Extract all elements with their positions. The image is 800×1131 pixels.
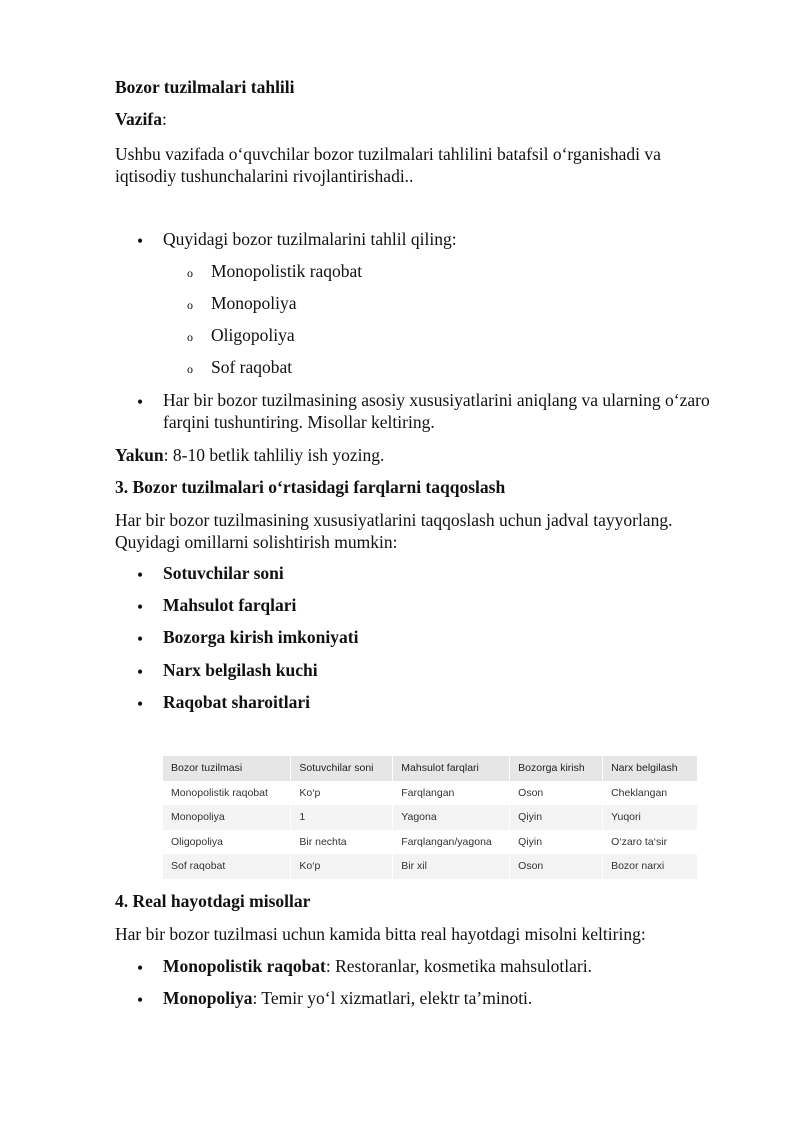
sub-item-monopolistic: Monopolistik raqobat bbox=[211, 261, 363, 281]
task-heading bbox=[115, 108, 725, 130]
bullet-identify-features: Har bir bozor tuzilmasining asosiy xususiyatlarini aniqlang va ularning o‘zaro farqini tushuntiring. Misollar keltiring. bbox=[163, 390, 710, 432]
section3-heading: 3. Bozor tuzilmalari o‘rtasidagi farqlarni taqqoslash bbox=[115, 477, 506, 497]
bullet-marker: • bbox=[137, 958, 144, 978]
table-cell: 1 bbox=[291, 805, 393, 830]
bullet-marker: • bbox=[137, 392, 144, 412]
result-label: Yakun bbox=[115, 445, 164, 465]
bullet-marker: • bbox=[137, 597, 144, 617]
task-colon: : bbox=[162, 109, 167, 129]
sub-bullet-marker: o bbox=[187, 330, 193, 344]
table-cell: Sof raqobat bbox=[163, 854, 291, 879]
factor-item: Raqobat sharoitlari bbox=[163, 692, 310, 712]
bullet-marker: • bbox=[137, 231, 144, 251]
result-line bbox=[115, 444, 725, 466]
result-text: : 8-10 betlik tahliliy ish yozing. bbox=[163, 445, 385, 465]
section3-intro: Har bir bozor tuzilmasining xususiyatlarini taqqoslash uchun jadval tayyorlang. Quyidagi omillarni solishtirish mumkin: bbox=[115, 510, 673, 552]
table-cell: Yuqori bbox=[603, 805, 698, 830]
table-header-cell: Narx belgilash bbox=[603, 756, 698, 781]
bullet-marker: • bbox=[137, 629, 144, 649]
table-row bbox=[163, 830, 698, 855]
factor-item: Mahsulot farqlari bbox=[163, 595, 297, 615]
factor-item: Sotuvchilar soni bbox=[163, 563, 284, 583]
bullet-marker: • bbox=[137, 694, 144, 714]
table-cell: Monopoliya bbox=[163, 805, 291, 830]
table-cell: Cheklangan bbox=[603, 781, 698, 806]
section4-intro: Har bir bozor tuzilmasi uchun kamida bitta real hayotdagi misolni keltiring: bbox=[115, 924, 646, 944]
table-cell: Oligopoliya bbox=[163, 830, 291, 855]
table-header-row bbox=[163, 756, 698, 781]
section4-heading: 4. Real hayotdagi misollar bbox=[115, 891, 311, 911]
sub-item-monopoly: Monopoliya bbox=[211, 293, 297, 313]
sub-bullet-marker: o bbox=[187, 266, 193, 280]
example-desc: : Temir yo‘l xizmatlari, elektr ta’minoti. bbox=[252, 988, 533, 1008]
table-row bbox=[163, 781, 698, 806]
document-title: Bozor tuzilmalari tahlili bbox=[115, 77, 295, 97]
table-cell: Farqlangan bbox=[393, 781, 510, 806]
table-cell: Bir xil bbox=[393, 854, 510, 879]
table-cell: Ko‘p bbox=[291, 781, 393, 806]
table-cell: Oson bbox=[510, 854, 603, 879]
bullet-marker: • bbox=[137, 662, 144, 682]
sub-item-oligopoly: Oligopoliya bbox=[211, 325, 295, 345]
bullet-analyze-structures: Quyidagi bozor tuzilmalarini tahlil qiling: bbox=[163, 229, 457, 249]
table-cell: Oson bbox=[510, 781, 603, 806]
table-cell: Monopolistik raqobat bbox=[163, 781, 291, 806]
example-term: Monopoliya bbox=[163, 988, 253, 1008]
task-description: Ushbu vazifada o‘quvchilar bozor tuzilmalari tahlilini batafsil o‘rganishadi va iqtisodiy tushunchalarini rivojlantirishadi.. bbox=[115, 144, 661, 186]
comparison-table bbox=[163, 756, 698, 879]
factor-item: Bozorga kirish imkoniyati bbox=[163, 627, 359, 647]
table-cell: Ko‘p bbox=[291, 854, 393, 879]
table-row bbox=[163, 854, 698, 879]
example-item bbox=[163, 955, 723, 977]
table-cell: Farqlangan/yagona bbox=[393, 830, 510, 855]
example-term: Monopolistik raqobat bbox=[163, 956, 326, 976]
table-header-cell: Sotuvchilar soni bbox=[291, 756, 393, 781]
bullet-marker: • bbox=[137, 565, 144, 585]
table-cell: Qiyin bbox=[510, 805, 603, 830]
table-cell: Bozor narxi bbox=[603, 854, 698, 879]
table-header-cell: Bozor tuzilmasi bbox=[163, 756, 291, 781]
table-cell: Bir nechta bbox=[291, 830, 393, 855]
table-row bbox=[163, 805, 698, 830]
table-cell: O‘zaro ta‘sir bbox=[603, 830, 698, 855]
sub-bullet-marker: o bbox=[187, 362, 193, 376]
sub-bullet-marker: o bbox=[187, 298, 193, 312]
table-cell: Qiyin bbox=[510, 830, 603, 855]
example-item bbox=[163, 987, 723, 1009]
table-cell: Yagona bbox=[393, 805, 510, 830]
sub-item-pure-competition: Sof raqobat bbox=[211, 357, 293, 377]
example-desc: : Restoranlar, kosmetika mahsulotlari. bbox=[325, 956, 592, 976]
bullet-marker: • bbox=[137, 990, 144, 1010]
task-label: Vazifa bbox=[115, 109, 162, 129]
factor-item: Narx belgilash kuchi bbox=[163, 660, 318, 680]
table-header-cell: Mahsulot farqlari bbox=[393, 756, 510, 781]
table-header-cell: Bozorga kirish bbox=[510, 756, 603, 781]
